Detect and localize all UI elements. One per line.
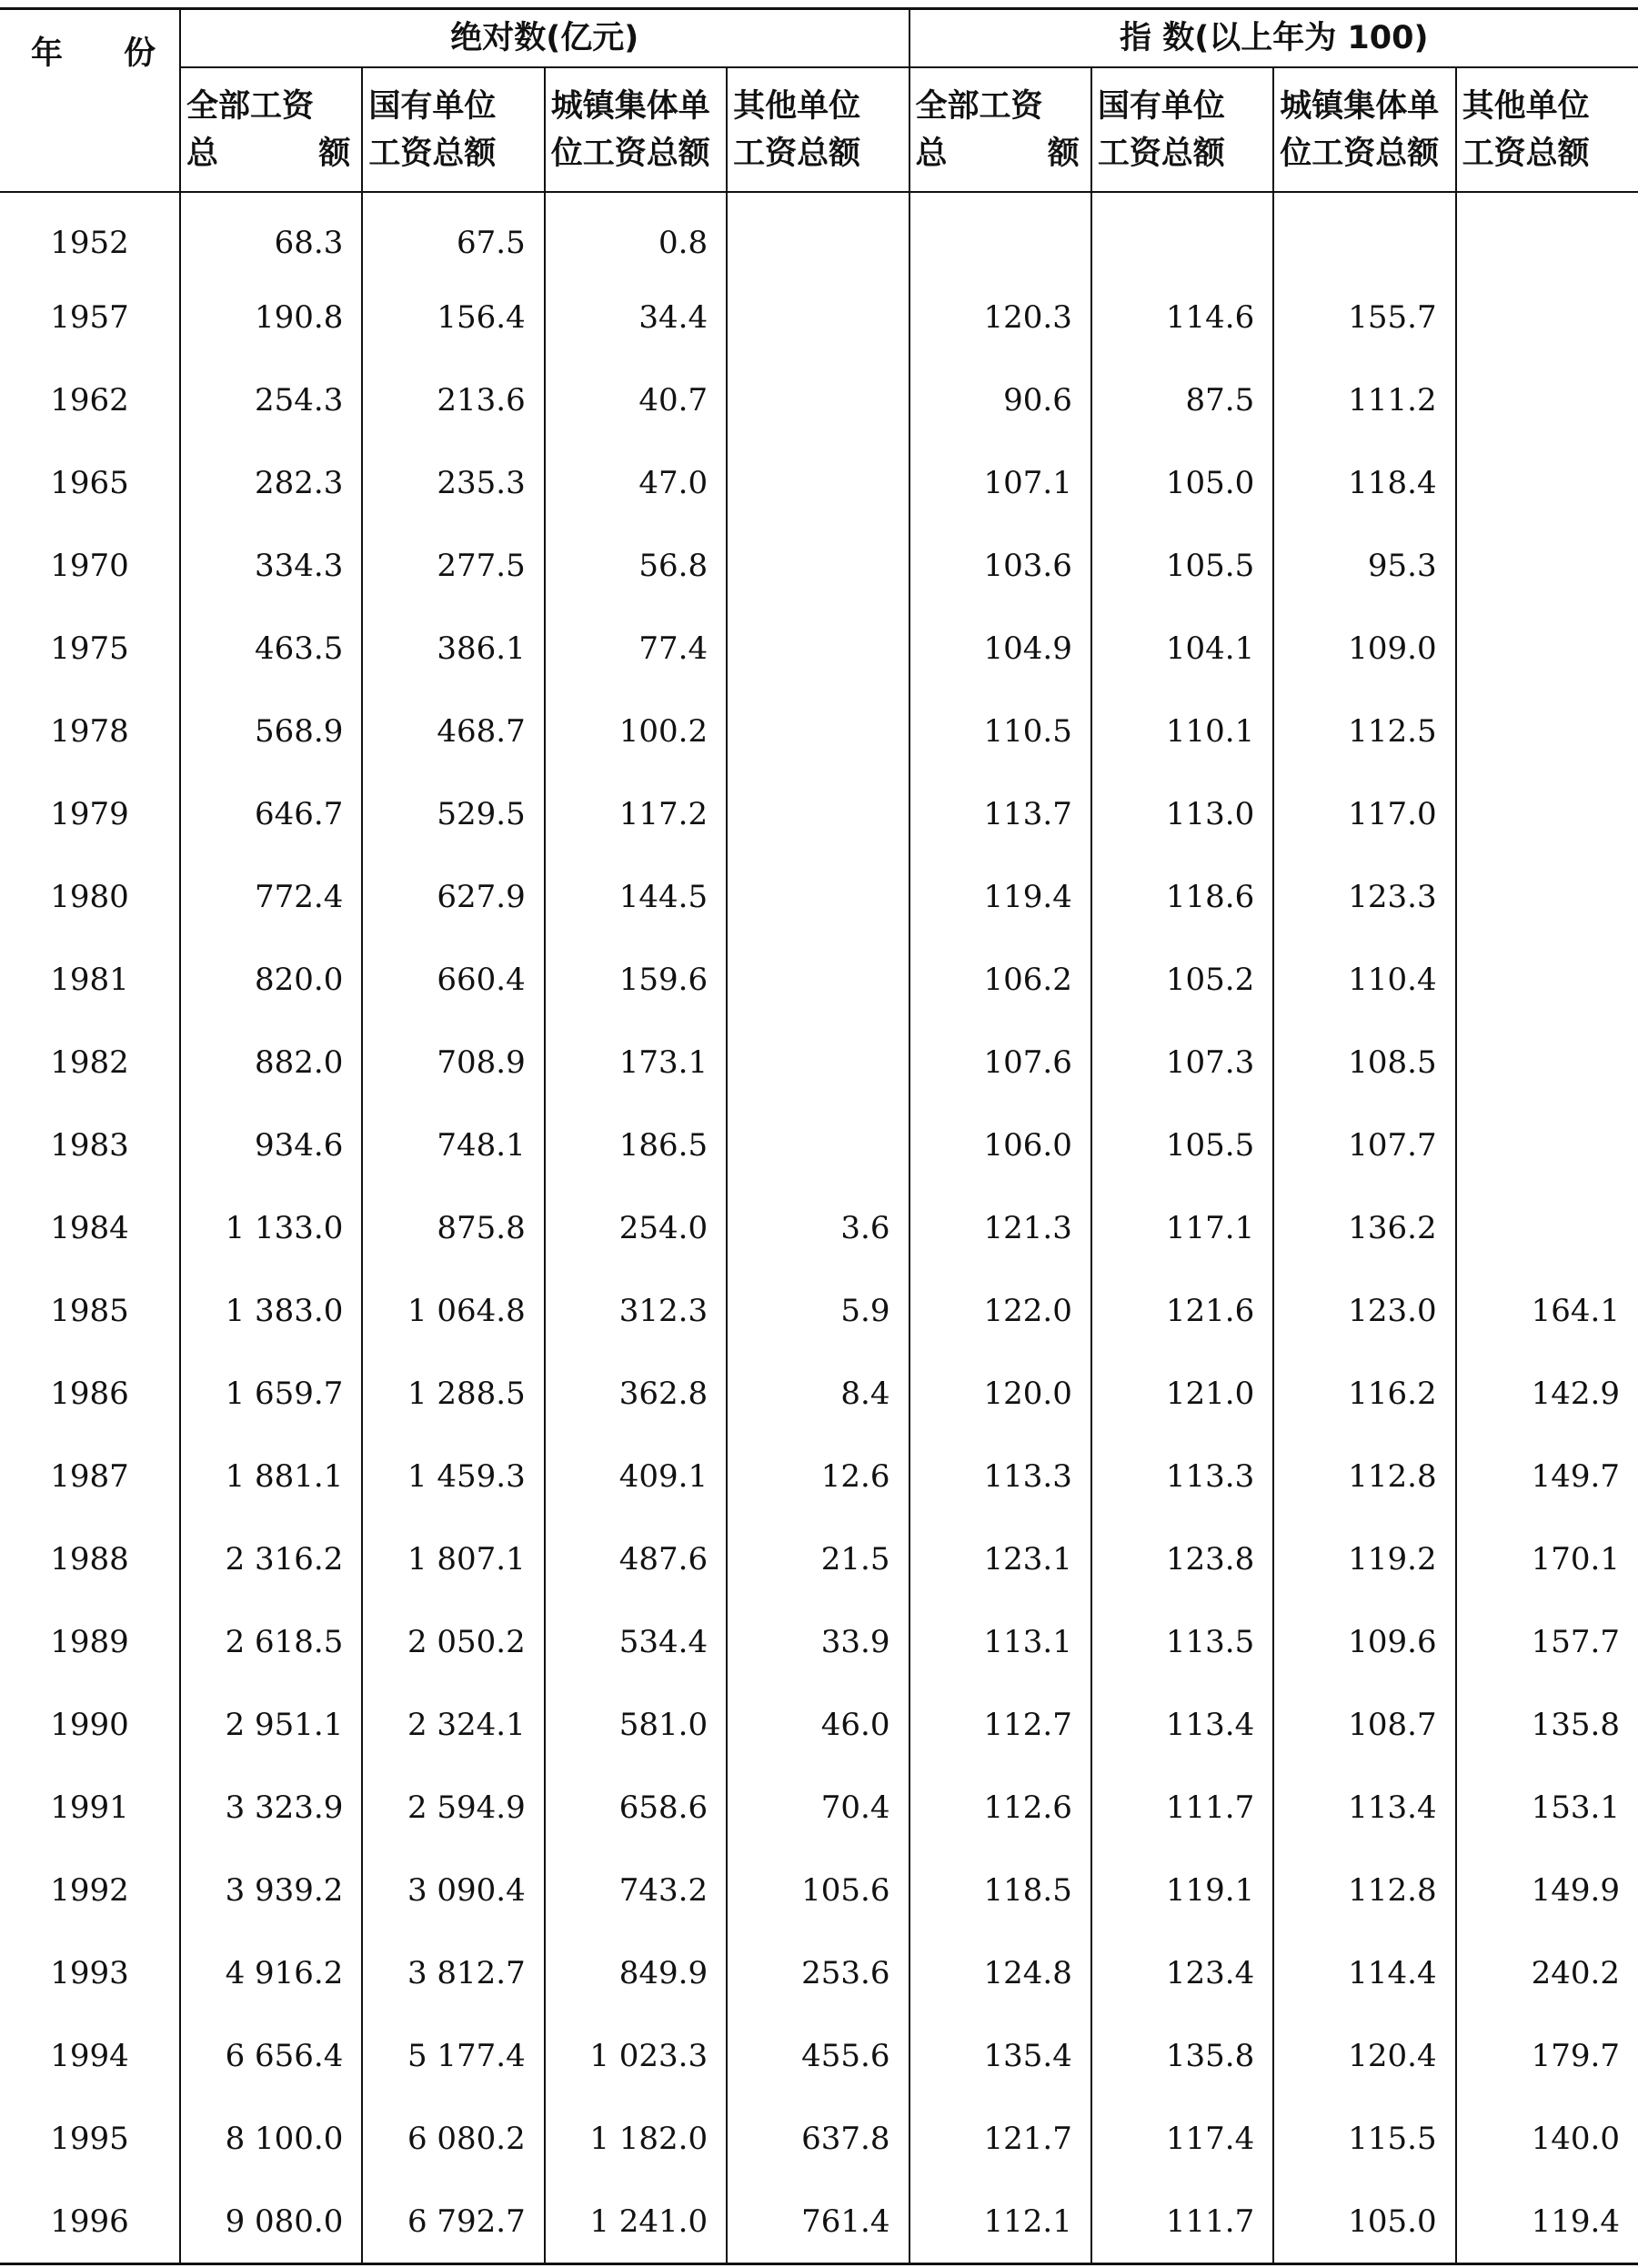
abs-other-cell: 12.6 [727, 1435, 909, 1517]
year-cell: 1978 [0, 690, 180, 772]
idx-total-cell: 120.3 [909, 276, 1091, 358]
idx-collective-cell: 109.0 [1273, 607, 1455, 690]
idx-other-cell [1456, 855, 1638, 938]
abs-collective-cell: 581.0 [545, 1683, 727, 1766]
year-cell: 1981 [0, 938, 180, 1021]
abs-total-cell: 3 323.9 [180, 1766, 362, 1849]
year-cell: 1989 [0, 1600, 180, 1683]
idx-other-cell: 149.9 [1531, 1871, 1620, 1909]
abs-state-cell: 2 324.1 [362, 1683, 544, 1766]
year-cell: 1970 [0, 524, 180, 607]
idx-state-cell: 104.1 [1091, 607, 1273, 690]
idx-collective-cell: 112.8 [1273, 1435, 1455, 1517]
idx-total-cell: 113.7 [909, 772, 1091, 855]
idx-collective-cell: 120.4 [1273, 2014, 1455, 2097]
abs-other-cell: 5.9 [727, 1269, 909, 1352]
col-idx-total-header: 全部工资 总 额 [909, 67, 1091, 192]
idx-other-cell [1456, 938, 1638, 1021]
abs-other-cell: 33.9 [727, 1600, 909, 1683]
abs-state-cell: 277.5 [362, 524, 544, 607]
abs-total-cell: 3 939.2 [180, 1849, 362, 1931]
idx-collective-cell: 112.8 [1273, 1849, 1455, 1931]
idx-other-cell: 153.1 [1531, 1789, 1620, 1826]
col-idx-state-header: 国有单位 工资总额 [1091, 67, 1273, 192]
idx-collective-cell: 113.4 [1273, 1766, 1455, 1849]
idx-collective-cell: 123.3 [1273, 855, 1455, 938]
abs-total-cell: 646.7 [180, 772, 362, 855]
table-row [0, 1600, 1638, 1683]
idx-other-cell [1456, 1104, 1638, 1186]
abs-other-cell [727, 690, 909, 772]
idx-total-cell: 135.4 [909, 2014, 1091, 2097]
idx-collective-cell: 114.4 [1273, 1931, 1455, 2014]
abs-total-cell: 334.3 [180, 524, 362, 607]
abs-other-cell [727, 1104, 909, 1186]
abs-state-cell: 468.7 [362, 690, 544, 772]
abs-state-cell: 3 090.4 [362, 1849, 544, 1931]
abs-collective-cell: 186.5 [545, 1104, 727, 1186]
abs-other-cell [727, 276, 909, 358]
abs-total-cell: 190.8 [180, 276, 362, 358]
abs-total-cell: 4 916.2 [180, 1931, 362, 2014]
abs-collective-cell: 362.8 [545, 1352, 727, 1435]
idx-other-cell [1456, 772, 1638, 855]
abs-total-cell: 68.3 [180, 192, 362, 276]
abs-state-cell: 1 807.1 [362, 1517, 544, 1600]
year-cell: 1984 [0, 1186, 180, 1269]
table-row [0, 2097, 1638, 2180]
abs-collective-cell: 849.9 [545, 1931, 727, 2014]
abs-other-cell: 8.4 [727, 1352, 909, 1435]
idx-other-cell: 170.1 [1531, 1540, 1620, 1578]
year-cell: 1979 [0, 772, 180, 855]
idx-collective-cell: 119.2 [1273, 1517, 1455, 1600]
year-cell: 1986 [0, 1352, 180, 1435]
idx-state-cell: 105.5 [1091, 1104, 1273, 1186]
idx-total-cell: 112.7 [909, 1683, 1091, 1766]
idx-total-cell: 112.1 [909, 2180, 1091, 2264]
abs-other-cell [727, 358, 909, 441]
year-label-2: 份 [123, 35, 156, 72]
idx-state-cell: 113.0 [1091, 772, 1273, 855]
abs-state-cell: 660.4 [362, 938, 544, 1021]
table-row [0, 690, 1638, 772]
idx-collective-cell: 108.7 [1273, 1683, 1455, 1766]
abs-total-cell: 2 951.1 [180, 1683, 362, 1766]
abs-state-cell: 2 050.2 [362, 1600, 544, 1683]
idx-state-cell: 123.4 [1091, 1931, 1273, 2014]
abs-state-cell: 1 459.3 [362, 1435, 544, 1517]
year-cell: 1982 [0, 1021, 180, 1104]
idx-total-cell: 118.5 [909, 1849, 1091, 1931]
idx-total-cell: 106.0 [909, 1104, 1091, 1186]
abs-state-cell: 1 064.8 [362, 1269, 544, 1352]
abs-other-cell: 761.4 [727, 2180, 909, 2264]
abs-collective-cell: 56.8 [545, 524, 727, 607]
abs-total-cell: 9 080.0 [180, 2180, 362, 2264]
abs-total-cell: 820.0 [180, 938, 362, 1021]
idx-collective-cell: 108.5 [1273, 1021, 1455, 1104]
idx-other-cell: 164.1 [1531, 1292, 1620, 1329]
idx-collective-cell: 116.2 [1273, 1352, 1455, 1435]
abs-state-cell: 627.9 [362, 855, 544, 938]
abs-state-cell: 67.5 [362, 192, 544, 276]
idx-collective-cell: 123.0 [1273, 1269, 1455, 1352]
idx-collective-cell [1273, 192, 1455, 276]
abs-state-cell: 529.5 [362, 772, 544, 855]
idx-other-cell: 135.8 [1531, 1706, 1620, 1743]
abs-collective-cell: 47.0 [545, 441, 727, 524]
abs-total-cell: 882.0 [180, 1021, 362, 1104]
abs-collective-cell: 1 023.3 [545, 2014, 727, 2097]
abs-collective-cell: 658.6 [545, 1766, 727, 1849]
year-cell: 1952 [0, 192, 180, 276]
year-cell: 1965 [0, 441, 180, 524]
abs-other-cell: 3.6 [727, 1186, 909, 1269]
abs-total-cell: 772.4 [180, 855, 362, 938]
idx-state-cell: 111.7 [1091, 2180, 1273, 2264]
abs-state-cell: 5 177.4 [362, 2014, 544, 2097]
idx-total-cell: 113.3 [909, 1435, 1091, 1517]
idx-total-cell: 106.2 [909, 938, 1091, 1021]
table-row [0, 441, 1638, 524]
abs-state-cell: 1 288.5 [362, 1352, 544, 1435]
table-row [0, 1104, 1638, 1186]
idx-collective-cell: 118.4 [1273, 441, 1455, 524]
table-row [0, 358, 1638, 441]
abs-collective-cell: 0.8 [545, 192, 727, 276]
idx-total-cell: 110.5 [909, 690, 1091, 772]
idx-total-cell: 90.6 [909, 358, 1091, 441]
table-row [0, 938, 1638, 1021]
year-cell: 1983 [0, 1104, 180, 1186]
abs-total-cell: 1 133.0 [180, 1186, 362, 1269]
table-row [0, 1186, 1638, 1269]
idx-collective-cell: 110.4 [1273, 938, 1455, 1021]
idx-other-cell: 149.7 [1531, 1457, 1620, 1495]
idx-state-cell: 121.6 [1091, 1269, 1273, 1352]
abs-total-cell: 1 881.1 [180, 1435, 362, 1517]
idx-other-cell: 142.9 [1531, 1375, 1620, 1412]
idx-total-cell: 122.0 [909, 1269, 1091, 1352]
table-row [0, 1517, 1638, 1600]
abs-total-cell: 568.9 [180, 690, 362, 772]
abs-total-cell: 6 656.4 [180, 2014, 362, 2097]
abs-collective-cell: 100.2 [545, 690, 727, 772]
abs-collective-cell: 40.7 [545, 358, 727, 441]
idx-total-cell [909, 192, 1091, 276]
table-row [0, 1931, 1638, 2014]
table-row [0, 2180, 1638, 2264]
table-row [0, 855, 1638, 938]
abs-total-cell: 463.5 [180, 607, 362, 690]
abs-state-cell: 2 594.9 [362, 1766, 544, 1849]
idx-total-cell: 120.0 [909, 1352, 1091, 1435]
wage-table-container [0, 7, 1638, 2265]
abs-other-cell [727, 441, 909, 524]
idx-state-cell: 105.2 [1091, 938, 1273, 1021]
year-cell: 1980 [0, 855, 180, 938]
year-cell: 1962 [0, 358, 180, 441]
year-column-header [0, 9, 180, 193]
abs-other-cell [727, 192, 909, 276]
col-idx-collective-header: 城镇集体单 位工资总额 [1273, 67, 1455, 192]
idx-total-cell: 121.3 [909, 1186, 1091, 1269]
idx-total-cell: 121.7 [909, 2097, 1091, 2180]
abs-other-cell: 46.0 [727, 1683, 909, 1766]
abs-collective-cell: 34.4 [545, 276, 727, 358]
idx-other-cell [1456, 690, 1638, 772]
abs-collective-cell: 254.0 [545, 1186, 727, 1269]
year-cell: 1975 [0, 607, 180, 690]
idx-state-cell: 117.1 [1091, 1186, 1273, 1269]
abs-collective-cell: 409.1 [545, 1435, 727, 1517]
table-row [0, 1766, 1638, 1849]
abs-other-cell: 637.8 [727, 2097, 909, 2180]
idx-collective-cell: 136.2 [1273, 1186, 1455, 1269]
abs-other-cell [727, 855, 909, 938]
abs-total-cell: 1 659.7 [180, 1352, 362, 1435]
idx-collective-cell: 112.5 [1273, 690, 1455, 772]
idx-state-cell: 117.4 [1091, 2097, 1273, 2180]
abs-collective-cell: 743.2 [545, 1849, 727, 1931]
year-cell: 1987 [0, 1435, 180, 1517]
abs-state-cell: 6 792.7 [362, 2180, 544, 2264]
year-cell: 1993 [0, 1931, 180, 2014]
table-row [0, 1352, 1638, 1435]
idx-state-cell: 105.0 [1091, 441, 1273, 524]
table-row [0, 192, 1638, 276]
abs-total-cell: 282.3 [180, 441, 362, 524]
abs-state-cell: 213.6 [362, 358, 544, 441]
abs-collective-cell: 173.1 [545, 1021, 727, 1104]
abs-state-cell: 748.1 [362, 1104, 544, 1186]
idx-state-cell: 111.7 [1091, 1766, 1273, 1849]
idx-collective-cell: 111.2 [1273, 358, 1455, 441]
table-row [0, 772, 1638, 855]
abs-other-cell: 70.4 [727, 1766, 909, 1849]
table-row [0, 607, 1638, 690]
idx-state-cell: 123.8 [1091, 1517, 1273, 1600]
idx-total-cell: 124.8 [909, 1931, 1091, 2014]
idx-total-cell: 107.1 [909, 441, 1091, 524]
idx-collective-cell: 107.7 [1273, 1104, 1455, 1186]
idx-collective-cell: 105.0 [1273, 2180, 1455, 2264]
idx-state-cell: 110.1 [1091, 690, 1273, 772]
idx-other-cell: 179.7 [1531, 2037, 1620, 2074]
idx-other-cell [1456, 524, 1638, 607]
idx-other-cell: 119.4 [1531, 2202, 1620, 2240]
idx-collective-cell: 117.0 [1273, 772, 1455, 855]
year-cell: 1991 [0, 1766, 180, 1849]
idx-collective-cell: 95.3 [1273, 524, 1455, 607]
table-row [0, 1021, 1638, 1104]
idx-total-cell: 113.1 [909, 1600, 1091, 1683]
abs-total-cell: 8 100.0 [180, 2097, 362, 2180]
abs-state-cell: 708.9 [362, 1021, 544, 1104]
idx-other-cell [1456, 1021, 1638, 1104]
idx-other-cell [1456, 607, 1638, 690]
abs-other-cell: 105.6 [727, 1849, 909, 1931]
idx-total-cell: 107.6 [909, 1021, 1091, 1104]
abs-collective-cell: 117.2 [545, 772, 727, 855]
abs-other-cell [727, 607, 909, 690]
idx-total-cell: 104.9 [909, 607, 1091, 690]
abs-state-cell: 235.3 [362, 441, 544, 524]
abs-total-cell: 2 316.2 [180, 1517, 362, 1600]
idx-other-cell [1456, 276, 1638, 358]
col-abs-total-header: 全部工资 总 额 [180, 67, 362, 192]
idx-state-cell: 113.5 [1091, 1600, 1273, 1683]
abs-total-cell: 2 618.5 [180, 1600, 362, 1683]
abs-other-cell [727, 524, 909, 607]
table-header [0, 9, 1638, 193]
idx-other-cell [1456, 358, 1638, 441]
idx-collective-cell: 109.6 [1273, 1600, 1455, 1683]
idx-state-cell: 121.0 [1091, 1352, 1273, 1435]
idx-collective-cell: 115.5 [1273, 2097, 1455, 2180]
idx-other-cell [1456, 192, 1638, 276]
table-row [0, 524, 1638, 607]
year-label-1: 年 [31, 35, 64, 72]
idx-state-cell: 118.6 [1091, 855, 1273, 938]
year-cell: 1994 [0, 2014, 180, 2097]
abs-collective-cell: 144.5 [545, 855, 727, 938]
idx-other-cell [1456, 441, 1638, 524]
year-cell: 1990 [0, 1683, 180, 1766]
idx-total-cell: 112.6 [909, 1766, 1091, 1849]
abs-collective-cell: 487.6 [545, 1517, 727, 1600]
abs-collective-cell: 1 182.0 [545, 2097, 727, 2180]
abs-total-cell: 254.3 [180, 358, 362, 441]
abs-collective-cell: 77.4 [545, 607, 727, 690]
wage-statistics-table [0, 7, 1638, 2265]
year-cell: 1995 [0, 2097, 180, 2180]
idx-total-cell: 119.4 [909, 855, 1091, 938]
year-cell: 1957 [0, 276, 180, 358]
idx-other-cell: 140.0 [1531, 2120, 1620, 2157]
abs-state-cell: 6 080.2 [362, 2097, 544, 2180]
idx-state-cell: 113.3 [1091, 1435, 1273, 1517]
abs-other-cell: 21.5 [727, 1517, 909, 1600]
col-idx-other-header: 其他单位 工资总额 [1456, 67, 1638, 192]
table-row [0, 2014, 1638, 2097]
table-row [0, 276, 1638, 358]
idx-other-cell [1456, 1186, 1638, 1269]
abs-other-cell: 253.6 [727, 1931, 909, 2014]
abs-other-cell [727, 1021, 909, 1104]
col-abs-collective-header: 城镇集体单 位工资总额 [545, 67, 727, 192]
abs-other-cell: 455.6 [727, 2014, 909, 2097]
idx-other-cell: 157.7 [1531, 1623, 1620, 1660]
idx-state-cell: 87.5 [1091, 358, 1273, 441]
year-cell: 1985 [0, 1269, 180, 1352]
year-cell: 1992 [0, 1849, 180, 1931]
idx-state-cell: 113.4 [1091, 1683, 1273, 1766]
idx-state-cell: 135.8 [1091, 2014, 1273, 2097]
absolute-group-header: 绝对数(亿元) [180, 9, 909, 68]
abs-total-cell: 1 383.0 [180, 1269, 362, 1352]
abs-state-cell: 875.8 [362, 1186, 544, 1269]
idx-collective-cell: 155.7 [1273, 276, 1455, 358]
abs-other-cell [727, 938, 909, 1021]
abs-collective-cell: 159.6 [545, 938, 727, 1021]
idx-other-cell: 240.2 [1531, 1954, 1620, 1991]
abs-total-cell: 934.6 [180, 1104, 362, 1186]
col-abs-other-header: 其他单位 工资总额 [727, 67, 909, 192]
abs-collective-cell: 534.4 [545, 1600, 727, 1683]
idx-state-cell [1091, 192, 1273, 276]
idx-total-cell: 123.1 [909, 1517, 1091, 1600]
year-cell: 1996 [0, 2180, 180, 2264]
table-row [0, 1849, 1638, 1931]
table-row [0, 1435, 1638, 1517]
col-abs-state-header: 国有单位 工资总额 [362, 67, 544, 192]
idx-state-cell: 107.3 [1091, 1021, 1273, 1104]
abs-other-cell [727, 772, 909, 855]
abs-collective-cell: 1 241.0 [545, 2180, 727, 2264]
idx-state-cell: 105.5 [1091, 524, 1273, 607]
year-cell: 1988 [0, 1517, 180, 1600]
idx-total-cell: 103.6 [909, 524, 1091, 607]
table-body [0, 192, 1638, 2264]
idx-state-cell: 119.1 [1091, 1849, 1273, 1931]
abs-state-cell: 156.4 [362, 276, 544, 358]
abs-state-cell: 386.1 [362, 607, 544, 690]
abs-state-cell: 3 812.7 [362, 1931, 544, 2014]
abs-collective-cell: 312.3 [545, 1269, 727, 1352]
index-group-header: 指 数(以上年为 100) [909, 9, 1638, 68]
table-row [0, 1683, 1638, 1766]
idx-state-cell: 114.6 [1091, 276, 1273, 358]
table-row [0, 1269, 1638, 1352]
